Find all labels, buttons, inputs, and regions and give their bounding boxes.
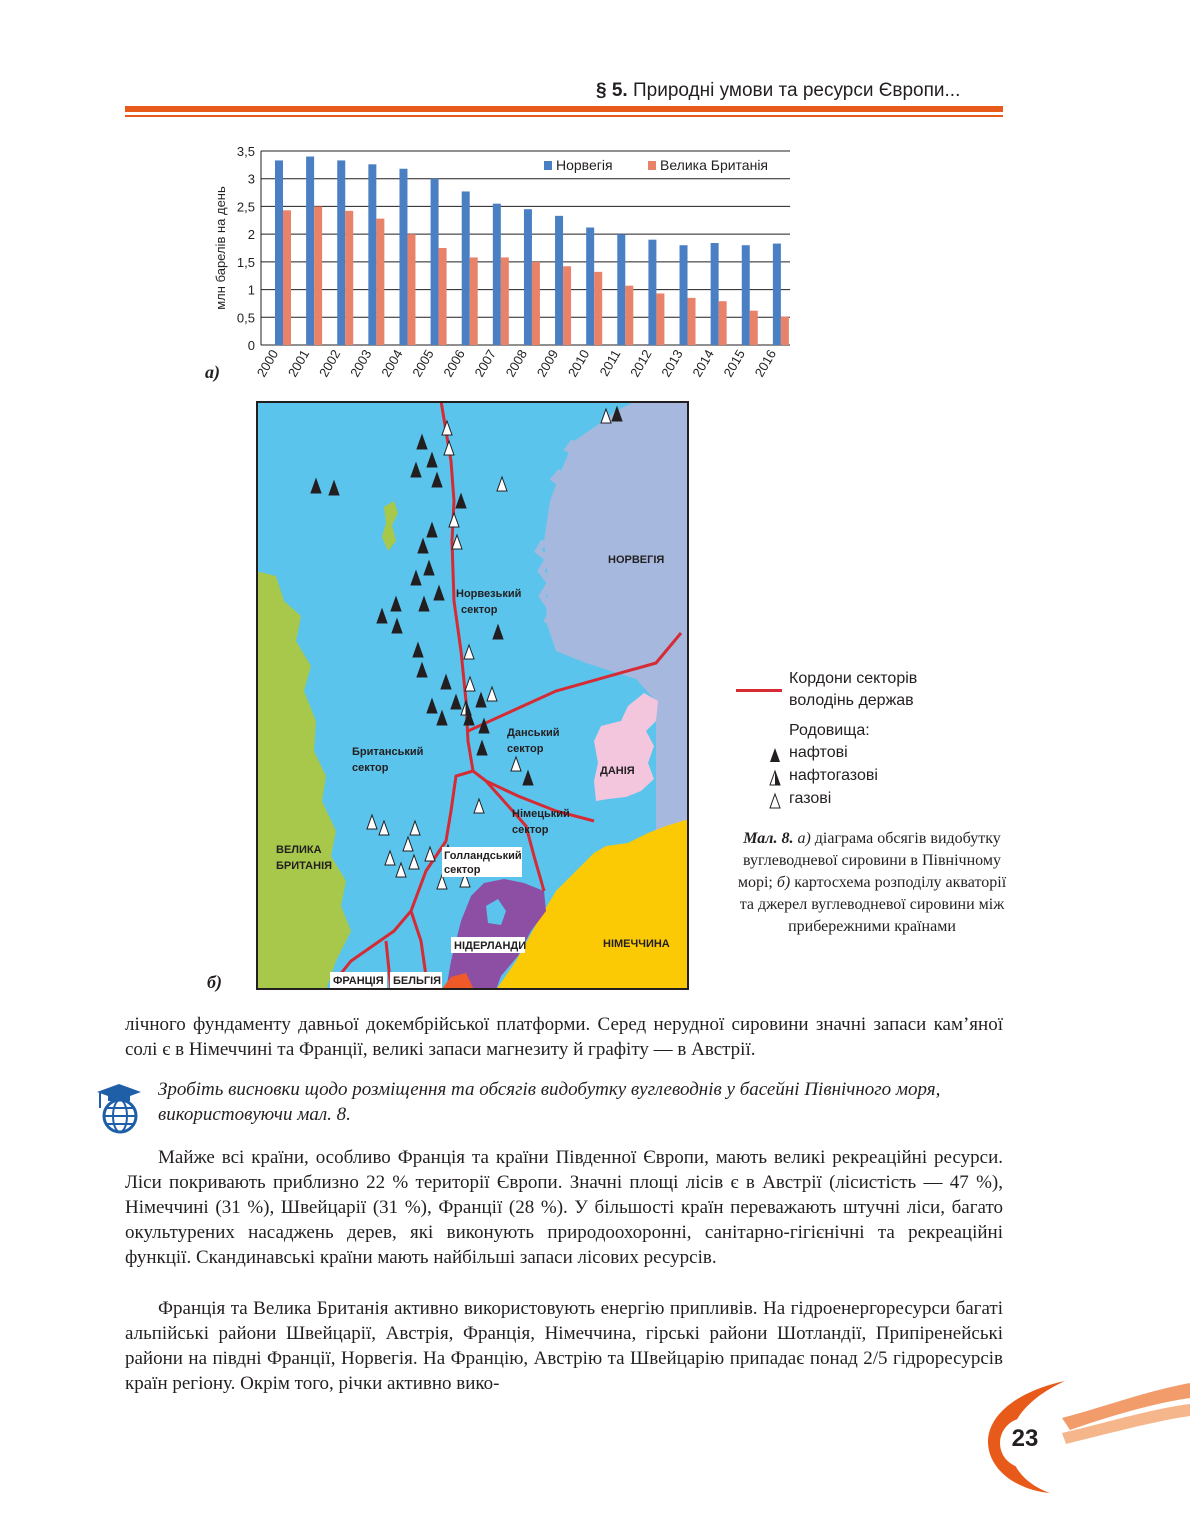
x-tick-label: 2005 (409, 347, 437, 380)
bar-uk (470, 257, 478, 345)
north-sea-map (256, 401, 689, 990)
y-tick-label: 0,5 (236, 310, 255, 326)
bar-norway (742, 245, 750, 345)
bar-uk (656, 293, 664, 345)
caption-b-label: б) (776, 874, 791, 891)
map-label-denmark: ДАНІЯ (600, 765, 635, 777)
x-tick-label: 2004 (378, 347, 406, 380)
section-title: Природні умови та ресурси Європи... (632, 80, 961, 101)
figure-caption (734, 828, 1010, 938)
bar-norway (680, 245, 688, 345)
bar-uk (594, 272, 602, 345)
header-rule-thin (125, 115, 1003, 117)
y-tick-label: 3 (247, 171, 255, 187)
legend-border-label-2: володінь держав (789, 692, 914, 709)
map-label-france: ФРАНЦІЯ (333, 975, 384, 987)
task-text: Зробіть висновки щодо розміщення та обсягів видобутку вуглеводнів у басейні Північного моря, використовуючи мал. 8. (158, 1079, 941, 1125)
legend-gas-label: газові (789, 790, 832, 807)
x-tick-label: 2011 (596, 347, 624, 379)
bar-norway (555, 216, 563, 345)
map-label-belgium: БЕЛЬГІЯ (393, 975, 442, 987)
figure-a-label: а) (205, 362, 220, 382)
x-tick-label: 2014 (689, 347, 717, 380)
bar-norway (524, 209, 532, 345)
map-label-norwegian-sector-2: сектор (461, 604, 498, 616)
x-tick-label: 2006 (440, 347, 468, 380)
caption-b-text: картосхема розподілу акваторії та джерел вуглеводневої сировини між прибережними країнами (739, 874, 1007, 935)
legend-symbols (769, 747, 781, 813)
bar-norway (773, 244, 781, 345)
paragraph-3: Франція та Велика Британія активно використовують енергію припливів. На гідроенергоресурси багаті альпійські райони Швейцарії, Австрія, Франція, Німеччина, гірські райони Шотландії, Припіренейські райони на півдні Франції, Норвегія. На Францію, Австрію та Швейцарію припадає понад 2/5 гідроресурсів країн регіону. Окрім того, річки активно вико- (125, 1298, 1003, 1394)
bar-uk (314, 206, 322, 345)
y-tick-label: 3,5 (236, 144, 255, 159)
bar-norway (462, 191, 470, 345)
bar-norway (431, 179, 439, 345)
map-label-norwegian-sector-1: Норвезький (456, 588, 522, 600)
bar-uk (283, 210, 291, 345)
bar-uk (345, 211, 353, 345)
header-rule-thick (125, 106, 1003, 112)
legend-label: Норвегія (556, 157, 613, 173)
bar-norway (617, 234, 625, 345)
legend-swatch (544, 161, 552, 170)
bar-norway (306, 157, 314, 345)
map-label-danish-sector-1: Данський (507, 727, 560, 739)
map-label-great-britain-2: БРИТАНІЯ (276, 860, 333, 872)
bar-norway (337, 160, 345, 345)
x-tick-label: 2010 (564, 347, 593, 380)
bar-norway (399, 169, 407, 345)
x-tick-label: 2001 (284, 347, 313, 380)
bar-uk (781, 317, 789, 345)
y-tick-label: 2,5 (236, 199, 255, 215)
map-label-dutch-sector-2: сектор (444, 864, 481, 876)
x-tick-label: 2003 (347, 347, 375, 380)
map-label-germany: НІМЕЧЧИНА (603, 938, 670, 950)
paragraph-1: лічного фундаменту давньої докембрійської платформи. Серед нерудної сировини значні запаси кам’яної солі є в Німеччині та Франції, великі запаси магнезиту й графіту — в Австрії. (125, 1014, 1003, 1060)
legend-swatch (648, 161, 656, 170)
y-tick-label: 1,5 (236, 254, 255, 270)
x-tick-label: 2000 (253, 347, 282, 380)
map-label-danish-sector-2: сектор (507, 743, 544, 755)
bar-uk (563, 266, 571, 345)
running-header (596, 80, 960, 102)
x-tick-label: 2013 (658, 347, 686, 380)
task-globe-icon (96, 1082, 142, 1134)
figure-b-label: б) (207, 972, 222, 992)
bar-uk (625, 286, 633, 345)
bar-uk (719, 301, 727, 345)
paragraph-2: Майже всі країни, особливо Франція та країни Південної Європи, мають великі рекреаційні ресурси. Ліси покривають приблизно 22 % території Європи. Значні площі лісів є в Австрії (лісистість — 47 %), Німеччині (31 %), Швейцарії (31 %), Франції (28 %). У більшості країн переважають штучні ліси, багато окультурених насаджень дерев, які виконують природоохоронні, санітарно-гігієнічні та рекреаційні функції. Скандинавські країни мають найбільші запаси лісових ресурсів. (125, 1147, 1003, 1268)
x-tick-label: 2012 (627, 347, 655, 380)
y-axis-label: млн барелів на день (213, 186, 228, 310)
bar-uk (750, 311, 758, 345)
map-label-great-britain-1: ВЕЛИКА (276, 844, 322, 856)
caption-fig-number: Мал. 8. (743, 830, 794, 847)
legend-label: Велика Британія (660, 157, 769, 173)
bar-norway (493, 204, 501, 345)
caption-a-text: діаграма обсягів видобутку вуглеводневої сировини в Північному морі; (737, 830, 1001, 891)
legend-oil-icon (770, 748, 780, 762)
x-tick-label: 2009 (533, 347, 562, 380)
legend-border-label-1: Кордони секторів (789, 670, 918, 687)
legend-gas-icon (770, 794, 780, 808)
y-tick-label: 2 (247, 227, 255, 243)
bar-uk (501, 257, 509, 345)
bar-uk (439, 248, 447, 345)
map-label-british-sector-1: Британський (352, 746, 424, 758)
legend-deposits-label: Родовища: (789, 722, 870, 739)
oil-production-chart (200, 140, 800, 390)
bar-norway (648, 240, 656, 345)
map-label-british-sector-2: сектор (352, 762, 389, 774)
bar-uk (376, 219, 384, 345)
x-tick-label: 2015 (720, 347, 748, 380)
x-tick-label: 2016 (751, 347, 780, 380)
map-label-german-sector-2: сектор (512, 824, 549, 836)
bar-norway (275, 160, 283, 345)
map-label-german-sector-1: Німецький (512, 808, 570, 820)
legend-border-line (736, 689, 782, 692)
map-label-norway: НОРВЕГІЯ (608, 554, 665, 566)
legend-oil-label: нафтові (789, 744, 848, 761)
caption-a-label: а) (797, 830, 811, 847)
bar-uk (407, 234, 415, 345)
x-tick-label: 2007 (471, 347, 499, 380)
bar-norway (711, 243, 719, 345)
bar-norway (586, 227, 594, 345)
map-label-netherlands: НІДЕРЛАНДИ (454, 940, 527, 952)
y-tick-label: 1 (247, 282, 255, 298)
page-number: 23 (1011, 1425, 1039, 1452)
section-number: § 5. (596, 80, 628, 101)
bar-norway (368, 164, 376, 345)
bar-uk (688, 298, 696, 345)
x-tick-label: 2002 (315, 347, 344, 380)
x-tick-label: 2008 (502, 347, 531, 380)
legend-oil-gas-label: нафтогазові (789, 767, 878, 784)
y-tick-label: 0 (247, 338, 255, 353)
bar-uk (532, 262, 540, 345)
map-label-dutch-sector-1: Голландський (444, 850, 522, 862)
